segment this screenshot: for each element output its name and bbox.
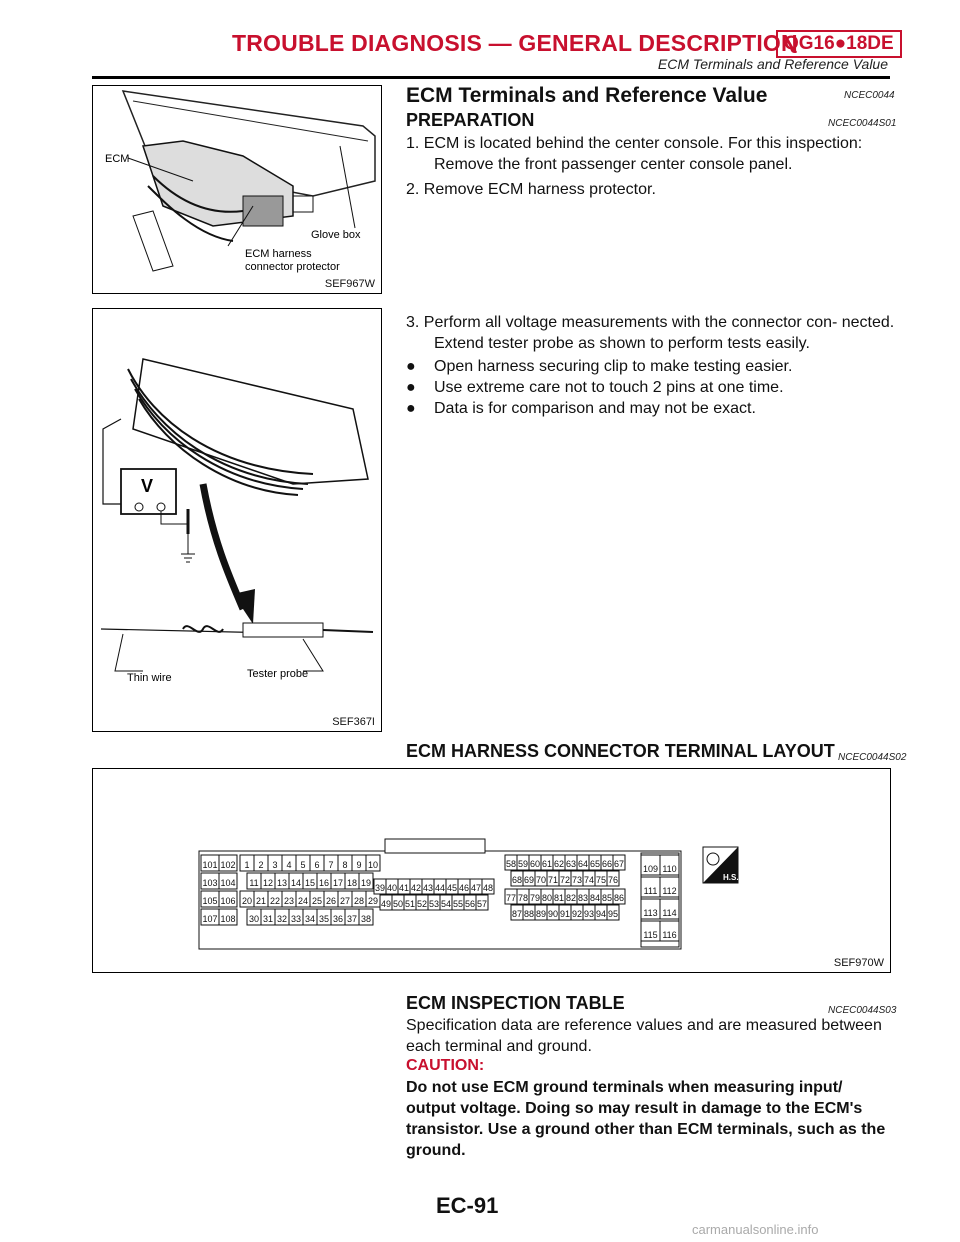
figure-tester-probe [92, 308, 382, 732]
terminal-label: 78 [517, 893, 529, 903]
table-description: Specification data are reference values and are measured between each terminal and ground. [406, 1017, 882, 1055]
terminal-label: 12 [262, 878, 274, 888]
terminal-label: 112 [662, 886, 677, 896]
table-code: NCEC0044S03 [828, 1005, 897, 1016]
terminal-label: 107 [202, 914, 218, 924]
ecm-location-illustration [93, 86, 381, 293]
model-badge: QG16●18DE [776, 30, 902, 58]
terminal-label: 43 [422, 883, 434, 893]
terminal-label: 1 [244, 860, 250, 870]
terminal-label: 33 [290, 914, 302, 924]
terminal-label: 45 [446, 883, 458, 893]
terminal-label: 20 [241, 896, 253, 906]
terminal-label: 84 [589, 893, 601, 903]
figure-code: SEF970W [833, 957, 884, 969]
terminal-label: 74 [583, 875, 595, 885]
terminal-label: 32 [276, 914, 288, 924]
page-number: EC-91 [436, 1193, 499, 1218]
terminal-label: 47 [470, 883, 482, 893]
label-thin-wire: Thin wire [127, 672, 172, 684]
watermark: carmanualsonline.info [692, 1222, 819, 1237]
terminal-label: 4 [286, 860, 292, 870]
terminal-label: 59 [517, 859, 529, 869]
label-protector-2: connector protector [245, 261, 340, 273]
terminal-label: 15 [304, 878, 316, 888]
terminal-label: 9 [356, 860, 362, 870]
terminal-label: 72 [559, 875, 571, 885]
terminal-label: 70 [535, 875, 547, 885]
terminal-label: 87 [511, 909, 523, 919]
terminal-label: 77 [505, 893, 517, 903]
terminal-label: 24 [297, 896, 309, 906]
terminal-label: 85 [601, 893, 613, 903]
terminal-label: 110 [662, 864, 677, 874]
section-code: NCEC0044 [844, 90, 895, 101]
terminal-label: 103 [202, 878, 218, 888]
terminal-label: 55 [452, 899, 464, 909]
terminal-label: 8 [342, 860, 348, 870]
figure-connector-layout [92, 768, 891, 973]
terminal-label: 64 [577, 859, 589, 869]
terminal-label: 76 [607, 875, 619, 885]
terminal-label: 30 [248, 914, 260, 924]
terminal-label: 102 [220, 860, 236, 870]
terminal-label: 91 [559, 909, 571, 919]
terminal-label: 79 [529, 893, 541, 903]
terminal-label: 113 [643, 908, 658, 918]
terminal-label: 36 [332, 914, 344, 924]
terminal-label: 14 [290, 878, 302, 888]
terminal-label: 19 [360, 878, 372, 888]
terminal-label: 13 [276, 878, 288, 888]
terminal-label: 101 [202, 860, 218, 870]
layout-code: NCEC0044S02 [838, 752, 907, 763]
caution-text: Do not use ECM ground terminals when measuring input/ output voltage. Doing so may result in damage to the ECM's transistor. Use a ground other than ECM terminals, such as the ground. [406, 1079, 886, 1159]
terminal-label: 23 [283, 896, 295, 906]
step-1: 1. ECM is located behind the center console. For this inspection: Remove the front passenger center console panel. [406, 135, 863, 173]
terminal-label: 75 [595, 875, 607, 885]
terminal-label: 51 [404, 899, 416, 909]
terminal-label: 57 [476, 899, 488, 909]
terminal-label: 27 [339, 896, 351, 906]
terminal-label: 52 [416, 899, 428, 909]
terminal-label: 38 [360, 914, 372, 924]
label-glove-box: Glove box [311, 229, 361, 241]
terminal-label: 114 [662, 908, 677, 918]
terminal-label: 89 [535, 909, 547, 919]
terminal-label: 62 [553, 859, 565, 869]
terminal-label: 5 [300, 860, 306, 870]
terminal-label: 41 [398, 883, 410, 893]
terminal-label: 111 [643, 886, 658, 896]
connector-layout-diagram [93, 769, 890, 972]
terminal-label: 86 [613, 893, 625, 903]
terminal-label: 11 [249, 878, 259, 888]
terminal-label: 106 [220, 896, 236, 906]
terminal-label: 68 [511, 875, 523, 885]
connector-lock-tab [385, 839, 485, 853]
section-title: ECM Terminals and Reference Value [406, 84, 768, 107]
terminal-label: 18 [346, 878, 358, 888]
figure-code: SEF367I [332, 716, 375, 728]
terminal-label: 94 [595, 909, 607, 919]
hs-label: H.S. [723, 873, 739, 882]
bullet-2: ● Use extreme care not to touch 2 pins at one time. [406, 379, 784, 396]
bullet-icon: ● [406, 358, 416, 375]
terminal-label: 26 [325, 896, 337, 906]
label-protector-1: ECM harness [245, 248, 312, 260]
terminal-label: 69 [523, 875, 535, 885]
figure-code: SEF967W [324, 278, 375, 290]
terminal-label: 46 [458, 883, 470, 893]
figure-ecm-location [92, 85, 382, 294]
terminal-label: 81 [553, 893, 565, 903]
terminal-label: 10 [367, 860, 379, 870]
terminal-label: 49 [380, 899, 392, 909]
terminal-label: 34 [304, 914, 316, 924]
terminal-label: 48 [482, 883, 494, 893]
label-ecm: ECM [105, 153, 130, 165]
terminal-label: 116 [662, 930, 677, 940]
bullet-icon: ● [406, 379, 416, 396]
terminal-label: 63 [565, 859, 577, 869]
terminal-label: 44 [434, 883, 446, 893]
terminal-label: 80 [541, 893, 553, 903]
terminal-label: 92 [571, 909, 583, 919]
terminal-label: 40 [386, 883, 398, 893]
prep-title: PREPARATION [406, 110, 535, 130]
terminal-label: 73 [571, 875, 583, 885]
header-title: TROUBLE DIAGNOSIS — GENERAL DESCRIPTION [232, 30, 798, 56]
step-3: 3. Perform all voltage measurements with the connector con- nected. Extend tester probe as shown to perform tests easily. [406, 314, 895, 352]
terminal-label: 90 [547, 909, 559, 919]
terminal-label: 3 [272, 860, 278, 870]
terminal-label: 105 [202, 896, 218, 906]
terminal-label: 50 [392, 899, 404, 909]
terminal-label: 17 [332, 878, 344, 888]
terminal-label: 83 [577, 893, 589, 903]
terminal-label: 95 [607, 909, 619, 919]
terminal-label: 67 [613, 859, 625, 869]
terminal-label: 88 [523, 909, 535, 919]
terminal-label: 61 [541, 859, 553, 869]
label-tester-probe: Tester probe [247, 668, 309, 680]
bullet-3: ● Data is for comparison and may not be exact. [406, 400, 756, 417]
terminal-label: 6 [314, 860, 320, 870]
table-title: ECM INSPECTION TABLE [406, 993, 625, 1013]
terminal-label: 35 [318, 914, 330, 924]
terminal-label: 42 [410, 883, 422, 893]
terminal-label: 71 [547, 875, 559, 885]
terminal-label: 16 [318, 878, 330, 888]
header-rule [92, 76, 890, 79]
bullet-icon: ● [406, 400, 416, 417]
terminal-label: 22 [269, 896, 281, 906]
terminal-label: 56 [464, 899, 476, 909]
terminal-label: 66 [601, 859, 613, 869]
tester-probe-illustration [93, 309, 381, 731]
voltmeter-v: V [141, 476, 154, 496]
terminal-label: 60 [529, 859, 541, 869]
terminal-label: 58 [505, 859, 517, 869]
terminal-label: 108 [220, 914, 236, 924]
terminal-label: 65 [589, 859, 601, 869]
terminal-label: 37 [346, 914, 358, 924]
header-subtitle: ECM Terminals and Reference Value [657, 56, 888, 72]
terminal-label: 115 [643, 930, 658, 940]
bullet-1: ● Open harness securing clip to make testing easier. [406, 358, 793, 375]
layout-title: ECM HARNESS CONNECTOR TERMINAL LAYOUT [406, 741, 835, 761]
terminal-label: 93 [583, 909, 595, 919]
terminal-label: 104 [220, 878, 236, 888]
terminal-label: 28 [353, 896, 365, 906]
step-2: 2. Remove ECM harness protector. [406, 181, 656, 198]
caution-label: CAUTION: [406, 1057, 485, 1074]
terminal-label: 53 [428, 899, 440, 909]
terminal-label: 29 [367, 896, 379, 906]
terminal-label: 7 [328, 860, 334, 870]
terminal-label: 25 [311, 896, 323, 906]
terminal-label: 82 [565, 893, 577, 903]
terminal-label: 39 [374, 883, 386, 893]
prep-code: NCEC0044S01 [828, 118, 897, 129]
terminal-label: 21 [255, 896, 267, 906]
terminal-label: 109 [642, 864, 659, 874]
terminal-label: 31 [262, 914, 274, 924]
terminal-label: 2 [258, 860, 264, 870]
terminal-label: 54 [440, 899, 452, 909]
